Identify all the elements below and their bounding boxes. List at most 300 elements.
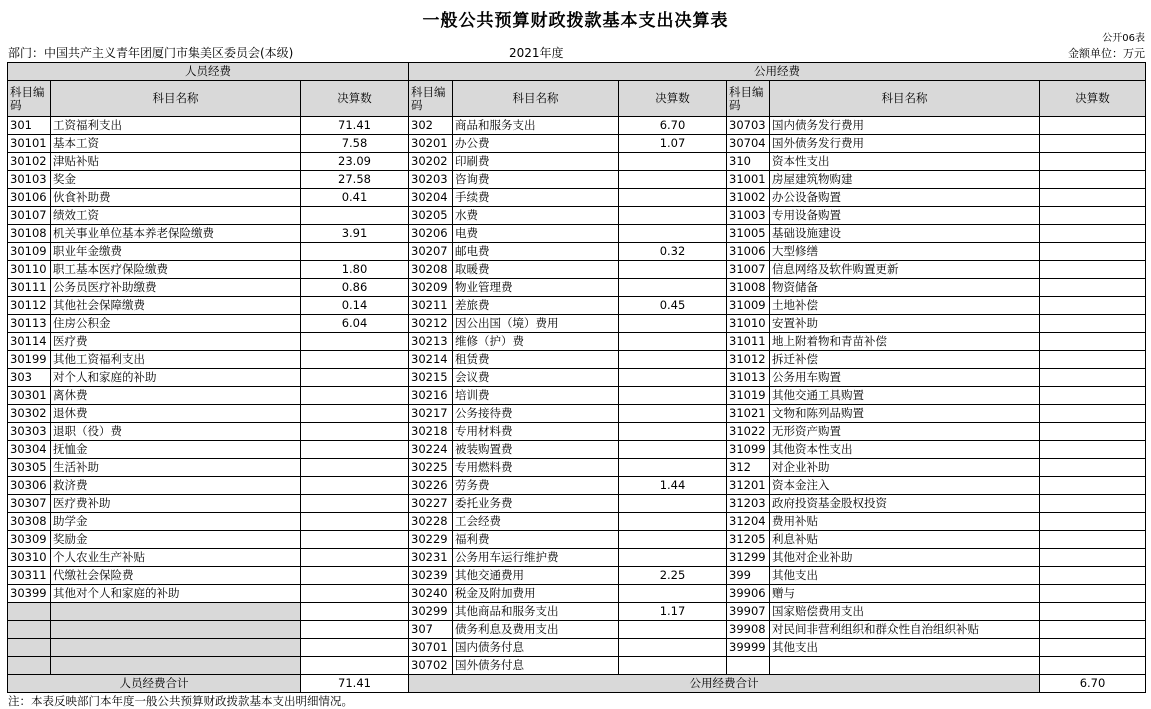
subject-code: 31001: [727, 171, 770, 189]
amount-value: 0.45: [619, 297, 727, 315]
subject-name: [51, 657, 301, 675]
subject-code: 30201: [409, 135, 453, 153]
subject-code: 31002: [727, 189, 770, 207]
table-row: [8, 423, 1146, 441]
amount-value: [301, 495, 409, 513]
amount-value: [1040, 459, 1146, 477]
subject-name: 其他商品和服务支出: [453, 603, 619, 621]
table-row: [8, 171, 1146, 189]
subject-name: 物资储备: [770, 279, 1040, 297]
subject-code: 30106: [8, 189, 51, 207]
subject-code: 31008: [727, 279, 770, 297]
amount-value: [619, 531, 727, 549]
subject-name: 其他对企业补助: [770, 549, 1040, 567]
header-code: 科目编码: [8, 81, 51, 117]
subject-name: 医疗费补助: [51, 495, 301, 513]
subject-code: 30203: [409, 171, 453, 189]
expenditure-table: [7, 62, 1146, 693]
subject-name: 其他社会保障缴费: [51, 297, 301, 315]
subject-name: 国内债务付息: [453, 639, 619, 657]
table-row: [8, 225, 1146, 243]
subject-code: 30702: [409, 657, 453, 675]
subject-name: 职工基本医疗保险缴费: [51, 261, 301, 279]
amount-value: [301, 369, 409, 387]
subject-name: 物业管理费: [453, 279, 619, 297]
subject-code: 30308: [8, 513, 51, 531]
subject-code: 30215: [409, 369, 453, 387]
subject-name: 无形资产购置: [770, 423, 1040, 441]
subject-code: 30227: [409, 495, 453, 513]
subject-code: [8, 621, 51, 639]
subject-name: [51, 603, 301, 621]
table-row: [8, 279, 1146, 297]
subject-code: 30703: [727, 117, 770, 135]
table-row: [8, 207, 1146, 225]
subject-code: 30306: [8, 477, 51, 495]
amount-value: [619, 279, 727, 297]
subject-code: 30202: [409, 153, 453, 171]
amount-value: [301, 351, 409, 369]
subject-name: 基础设施建设: [770, 225, 1040, 243]
subject-code: 30217: [409, 405, 453, 423]
subject-name: 大型修缮: [770, 243, 1040, 261]
subject-code: 31299: [727, 549, 770, 567]
subject-name: 电费: [453, 225, 619, 243]
subject-code: 30226: [409, 477, 453, 495]
amount-value: [301, 387, 409, 405]
subject-name: 奖励金: [51, 531, 301, 549]
amount-value: [619, 153, 727, 171]
subject-code: 39999: [727, 639, 770, 657]
subject-name: 维修（护）费: [453, 333, 619, 351]
subject-name: 国外债务付息: [453, 657, 619, 675]
subject-name: 税金及附加费用: [453, 585, 619, 603]
personnel-total-value: 71.41: [301, 675, 409, 693]
table-row: [8, 603, 1146, 621]
table-row: [8, 639, 1146, 657]
amount-value: [1040, 117, 1146, 135]
subject-code: 30113: [8, 315, 51, 333]
amount-value: [301, 459, 409, 477]
amount-value: [1040, 261, 1146, 279]
subject-code: [8, 603, 51, 621]
amount-value: [619, 189, 727, 207]
subject-code: 31006: [727, 243, 770, 261]
subject-name: 住房公积金: [51, 315, 301, 333]
amount-value: [301, 243, 409, 261]
subject-code: 30206: [409, 225, 453, 243]
table-row: [8, 369, 1146, 387]
subject-code: 39908: [727, 621, 770, 639]
subject-code: 30212: [409, 315, 453, 333]
header-name: 科目名称: [770, 81, 1040, 117]
table-row: [8, 297, 1146, 315]
subject-code: 30108: [8, 225, 51, 243]
amount-value: [619, 585, 727, 603]
subject-code: 30224: [409, 441, 453, 459]
subject-name: 工资福利支出: [51, 117, 301, 135]
table-row: [8, 261, 1146, 279]
table-row: [8, 621, 1146, 639]
subject-name: 国内债务发行费用: [770, 117, 1040, 135]
header-name: 科目名称: [51, 81, 301, 117]
amount-value: [1040, 351, 1146, 369]
section-header-row: [8, 63, 1146, 81]
subject-code: 30102: [8, 153, 51, 171]
subject-code: 31021: [727, 405, 770, 423]
amount-value: [619, 387, 727, 405]
subject-name: 委托业务费: [453, 495, 619, 513]
subject-name: 其他对个人和家庭的补助: [51, 585, 301, 603]
subject-name: 租赁费: [453, 351, 619, 369]
subject-code: 399: [727, 567, 770, 585]
subject-code: 30307: [8, 495, 51, 513]
subject-name: 其他支出: [770, 639, 1040, 657]
amount-value: [301, 477, 409, 495]
amount-value: 6.04: [301, 315, 409, 333]
table-row: [8, 243, 1146, 261]
amount-value: [301, 441, 409, 459]
amount-value: [1040, 279, 1146, 297]
subject-code: 30229: [409, 531, 453, 549]
table-row: [8, 387, 1146, 405]
amount-value: [1040, 603, 1146, 621]
subject-name: 基本工资: [51, 135, 301, 153]
public-total-label: 公用经费合计: [409, 675, 1040, 693]
subject-code: 30204: [409, 189, 453, 207]
subject-name: 其他支出: [770, 567, 1040, 585]
amount-value: [301, 657, 409, 675]
subject-code: 31012: [727, 351, 770, 369]
subject-name: 其他交通费用: [453, 567, 619, 585]
subject-code: 301: [8, 117, 51, 135]
subject-code: 30199: [8, 351, 51, 369]
amount-value: [1040, 207, 1146, 225]
amount-value: [301, 567, 409, 585]
subject-code: 30701: [409, 639, 453, 657]
subject-code: 31005: [727, 225, 770, 243]
subject-name: 医疗费: [51, 333, 301, 351]
table-row: [8, 333, 1146, 351]
subject-code: 30101: [8, 135, 51, 153]
amount-value: [619, 405, 727, 423]
amount-value: [1040, 369, 1146, 387]
subject-code: 31003: [727, 207, 770, 225]
subject-code: 39907: [727, 603, 770, 621]
amount-value: [1040, 657, 1146, 675]
subject-code: 30216: [409, 387, 453, 405]
subject-name: 资本金注入: [770, 477, 1040, 495]
amount-value: [301, 639, 409, 657]
subject-code: 31011: [727, 333, 770, 351]
subject-code: 31201: [727, 477, 770, 495]
subject-name: 对个人和家庭的补助: [51, 369, 301, 387]
amount-value: [301, 333, 409, 351]
amount-value: [619, 261, 727, 279]
subject-name: 信息网络及软件购置更新: [770, 261, 1040, 279]
amount-value: [301, 621, 409, 639]
subject-name: 公务用车购置: [770, 369, 1040, 387]
subject-name: 办公费: [453, 135, 619, 153]
subject-name: 对民间非营利组织和群众性自治组织补贴: [770, 621, 1040, 639]
amount-value: [1040, 441, 1146, 459]
public-total-value: 6.70: [1040, 675, 1146, 693]
table-row: [8, 531, 1146, 549]
amount-value: [619, 171, 727, 189]
amount-value: [619, 657, 727, 675]
subject-code: 30208: [409, 261, 453, 279]
subject-name: 个人农业生产补贴: [51, 549, 301, 567]
amount-value: [1040, 513, 1146, 531]
subject-code: 30303: [8, 423, 51, 441]
table-row: [8, 567, 1146, 585]
subject-name: 国家赔偿费用支出: [770, 603, 1040, 621]
subject-code: 31205: [727, 531, 770, 549]
subject-code: 302: [409, 117, 453, 135]
subject-name: 拆迁补偿: [770, 351, 1040, 369]
amount-value: 1.07: [619, 135, 727, 153]
amount-value: [619, 351, 727, 369]
subject-name: 房屋建筑物购建: [770, 171, 1040, 189]
subject-name: 公务用车运行维护费: [453, 549, 619, 567]
subject-code: 30225: [409, 459, 453, 477]
column-header-row: [8, 81, 1146, 117]
amount-value: [301, 423, 409, 441]
totals-row: [8, 675, 1146, 693]
subject-code: 30209: [409, 279, 453, 297]
subject-name: 文物和陈列品购置: [770, 405, 1040, 423]
subject-name: 取暖费: [453, 261, 619, 279]
subject-code: 31007: [727, 261, 770, 279]
table-row: [8, 405, 1146, 423]
subject-code: 31010: [727, 315, 770, 333]
table-row: [8, 477, 1146, 495]
subject-name: [51, 621, 301, 639]
amount-value: [301, 549, 409, 567]
subject-name: 利息补贴: [770, 531, 1040, 549]
amount-value: [1040, 225, 1146, 243]
subject-code: [727, 657, 770, 675]
header-code: 科目编码: [727, 81, 770, 117]
subject-name: 福利费: [453, 531, 619, 549]
subject-code: 30112: [8, 297, 51, 315]
subject-code: 30109: [8, 243, 51, 261]
personnel-total-label: 人员经费合计: [8, 675, 301, 693]
department-label: 部门：中国共产主义青年团厦门市集美区委员会(本级): [8, 46, 294, 60]
subject-name: 办公设备购置: [770, 189, 1040, 207]
amount-value: [1040, 477, 1146, 495]
subject-name: 手续费: [453, 189, 619, 207]
subject-name: 专用材料费: [453, 423, 619, 441]
amount-value: [619, 333, 727, 351]
subject-name: 生活补助: [51, 459, 301, 477]
amount-value: [1040, 297, 1146, 315]
subject-name: 安置补助: [770, 315, 1040, 333]
subject-code: 31099: [727, 441, 770, 459]
header-amount: 决算数: [1040, 81, 1146, 117]
subject-name: 会议费: [453, 369, 619, 387]
subject-code: 30240: [409, 585, 453, 603]
amount-value: 0.41: [301, 189, 409, 207]
amount-value: 0.32: [619, 243, 727, 261]
subject-name: 专用设备购置: [770, 207, 1040, 225]
table-row: [8, 441, 1146, 459]
subject-code: 30231: [409, 549, 453, 567]
amount-value: 7.58: [301, 135, 409, 153]
subject-name: 劳务费: [453, 477, 619, 495]
subject-name: 退职（役）费: [51, 423, 301, 441]
amount-value: [1040, 639, 1146, 657]
table-row: [8, 135, 1146, 153]
subject-name: 机关事业单位基本养老保险缴费: [51, 225, 301, 243]
amount-value: [1040, 567, 1146, 585]
table-row: [8, 459, 1146, 477]
unit-label: 金额单位：万元: [1068, 47, 1145, 60]
subject-name: [770, 657, 1040, 675]
subject-name: 因公出国（境）费用: [453, 315, 619, 333]
subject-code: 30205: [409, 207, 453, 225]
amount-value: [1040, 423, 1146, 441]
table-row: [8, 351, 1146, 369]
subject-name: 其他交通工具购置: [770, 387, 1040, 405]
subject-name: 差旅费: [453, 297, 619, 315]
subject-name: 对企业补助: [770, 459, 1040, 477]
amount-value: [301, 603, 409, 621]
subject-code: 30239: [409, 567, 453, 585]
subject-name: [51, 639, 301, 657]
subject-code: 30211: [409, 297, 453, 315]
subject-code: 30213: [409, 333, 453, 351]
amount-value: [619, 225, 727, 243]
subject-code: 30107: [8, 207, 51, 225]
subject-name: 培训费: [453, 387, 619, 405]
subject-name: 水费: [453, 207, 619, 225]
subject-name: 公务接待费: [453, 405, 619, 423]
header-name: 科目名称: [453, 81, 619, 117]
amount-value: [301, 585, 409, 603]
amount-value: 6.70: [619, 117, 727, 135]
amount-value: [1040, 531, 1146, 549]
subject-code: 30399: [8, 585, 51, 603]
amount-value: [1040, 315, 1146, 333]
subject-name: 债务利息及费用支出: [453, 621, 619, 639]
table-code: 公开06表: [1102, 33, 1145, 44]
subject-name: 救济费: [51, 477, 301, 495]
subject-code: 303: [8, 369, 51, 387]
amount-value: 27.58: [301, 171, 409, 189]
table-row: [8, 585, 1146, 603]
page-title: 一般公共预算财政拨款基本支出决算表: [422, 11, 729, 31]
amount-value: [619, 549, 727, 567]
header-amount: 决算数: [301, 81, 409, 117]
subject-name: 其他资本性支出: [770, 441, 1040, 459]
subject-code: 310: [727, 153, 770, 171]
subject-code: 30218: [409, 423, 453, 441]
subject-code: 30110: [8, 261, 51, 279]
subject-code: 30311: [8, 567, 51, 585]
year-label: 2021年度: [509, 46, 564, 60]
subject-code: [8, 639, 51, 657]
subject-code: 31022: [727, 423, 770, 441]
subject-code: 31203: [727, 495, 770, 513]
subject-code: 30304: [8, 441, 51, 459]
amount-value: 23.09: [301, 153, 409, 171]
subject-code: 31019: [727, 387, 770, 405]
subject-code: 30228: [409, 513, 453, 531]
subject-name: 地上附着物和青苗补偿: [770, 333, 1040, 351]
amount-value: [619, 639, 727, 657]
subject-code: 30207: [409, 243, 453, 261]
amount-value: 2.25: [619, 567, 727, 585]
subject-name: 抚恤金: [51, 441, 301, 459]
header-code: 科目编码: [409, 81, 453, 117]
subject-code: 30103: [8, 171, 51, 189]
subject-name: 政府投资基金股权投资: [770, 495, 1040, 513]
subject-name: 咨询费: [453, 171, 619, 189]
amount-value: [619, 495, 727, 513]
amount-value: 1.44: [619, 477, 727, 495]
amount-value: [1040, 621, 1146, 639]
subject-name: 印刷费: [453, 153, 619, 171]
subject-name: 资本性支出: [770, 153, 1040, 171]
subject-code: 30310: [8, 549, 51, 567]
table-row: [8, 189, 1146, 207]
table-row: [8, 513, 1146, 531]
subject-name: 其他工资福利支出: [51, 351, 301, 369]
subject-code: 312: [727, 459, 770, 477]
subject-name: 费用补贴: [770, 513, 1040, 531]
amount-value: [1040, 405, 1146, 423]
amount-value: [1040, 387, 1146, 405]
amount-value: 3.91: [301, 225, 409, 243]
table-row: [8, 495, 1146, 513]
amount-value: [619, 513, 727, 531]
subject-name: 退休费: [51, 405, 301, 423]
subject-code: 30111: [8, 279, 51, 297]
amount-value: [1040, 495, 1146, 513]
subject-name: 代缴社会保险费: [51, 567, 301, 585]
amount-value: 1.17: [619, 603, 727, 621]
table-row: [8, 657, 1146, 675]
amount-value: [301, 207, 409, 225]
amount-value: 71.41: [301, 117, 409, 135]
subject-code: 307: [409, 621, 453, 639]
subject-name: 邮电费: [453, 243, 619, 261]
subject-name: 赠与: [770, 585, 1040, 603]
subject-name: 专用燃料费: [453, 459, 619, 477]
subject-name: 商品和服务支出: [453, 117, 619, 135]
amount-value: [1040, 333, 1146, 351]
amount-value: [301, 405, 409, 423]
subject-code: 30305: [8, 459, 51, 477]
subject-name: 伙食补助费: [51, 189, 301, 207]
subject-name: 国外债务发行费用: [770, 135, 1040, 153]
subject-code: [8, 657, 51, 675]
subject-name: 被装购置费: [453, 441, 619, 459]
section-personnel: 人员经费: [8, 63, 409, 81]
table-row: [8, 117, 1146, 135]
amount-value: 1.80: [301, 261, 409, 279]
amount-value: 0.14: [301, 297, 409, 315]
table-row: [8, 315, 1146, 333]
amount-value: [619, 423, 727, 441]
subject-code: 30301: [8, 387, 51, 405]
subject-name: 离休费: [51, 387, 301, 405]
amount-value: [1040, 171, 1146, 189]
header-amount: 决算数: [619, 81, 727, 117]
amount-value: [619, 621, 727, 639]
subject-name: 助学金: [51, 513, 301, 531]
